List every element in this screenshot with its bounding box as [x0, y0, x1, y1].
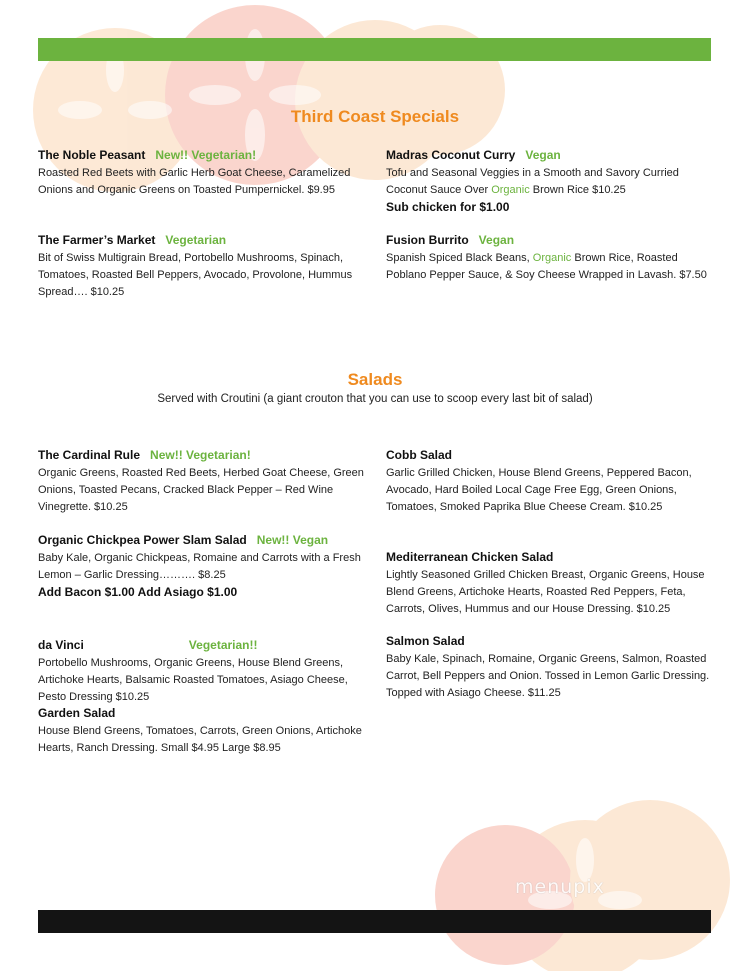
item-tag: New!! Vegetarian! [155, 148, 257, 162]
item-extra: Sub chicken for $1.00 [386, 200, 510, 214]
menu-item-garden-salad [38, 705, 368, 757]
item-name: The Noble Peasant [38, 148, 146, 162]
salads-subtitle: Served with Croutini (a giant crouton that you can use to scoop every last bit of salad) [157, 393, 593, 405]
item-description: House Blend Greens, Tomatoes, Carrots, Green Onions, Artichoke Hearts, Ranch Dressing. Small $4.95 Large $8.95 [38, 725, 362, 754]
salads-title: Salads [347, 370, 403, 389]
menupix-watermark: menupix [515, 876, 605, 898]
menu-item-da-vinci [38, 637, 368, 706]
item-description: Baby Kale, Spinach, Romaine, Organic Greens, Salmon, Roasted Carrot, Bell Peppers and Onion. Tossed in Lemon Garlic Dressing. Topped with Asiago Cheese. $11.25 [386, 653, 710, 699]
item-name: Mediterranean Chicken Salad [386, 550, 554, 564]
menu-item-mediterranean-chicken [386, 549, 716, 618]
item-description: Bit of Swiss Multigrain Bread, Portobello Mushrooms, Spinach, Tomatoes, Roasted Bell Peppers, Avocado, Provolone, Hummus Spread…. $10.25 [38, 252, 353, 298]
menu-item-madras-coconut-curry [386, 147, 716, 216]
item-description: Tofu and Seasonal Veggies in a Smooth and Savory Curried Coconut Sauce Over Organic Brown Rice $10.25 [386, 167, 679, 196]
menu-item-noble-peasant [38, 147, 368, 199]
item-name: The Cardinal Rule [38, 448, 141, 462]
item-tag: Vegan [478, 233, 515, 247]
menu-item-cobb-salad [386, 447, 716, 516]
item-name: Fusion Burrito [386, 233, 469, 247]
item-name: da Vinci [38, 638, 84, 652]
item-name: Cobb Salad [386, 448, 453, 462]
item-description: Baby Kale, Organic Chickpeas, Romaine and Carrots with a Fresh Lemon – Garlic Dressing………. $8.25 [38, 552, 361, 581]
item-name: Organic Chickpea Power Slam Salad [38, 533, 247, 547]
item-description: Roasted Red Beets with Garlic Herb Goat Cheese, Caramelized Onions and Organic Greens on Toasted Pumpernickel. $9.95 [38, 167, 351, 196]
menu-item-fusion-burrito [386, 232, 716, 284]
item-tag: Vegetarian [165, 233, 227, 247]
item-tag: New!! Vegetarian! [150, 448, 251, 462]
item-description: Organic Greens, Roasted Red Beets, Herbed Goat Cheese, Green Onions, Toasted Pecans, Cracked Black Pepper – Red Wine Vinegrette. $10.25 [38, 467, 364, 513]
bottom-black-bar [38, 910, 711, 933]
item-name: Garden Salad [38, 706, 116, 720]
top-green-bar [38, 38, 711, 61]
item-tag: Vegan [525, 148, 561, 162]
item-name: The Farmer’s Market [38, 233, 156, 247]
menu-item-salmon-salad [386, 633, 716, 702]
menu-item-farmers-market [38, 232, 368, 301]
menu-item-cardinal-rule [38, 447, 368, 516]
menu-item-chickpea-power-slam [38, 532, 368, 601]
item-tag: Vegetarian!! [188, 638, 258, 652]
item-tag: New!! Vegan [256, 533, 329, 547]
item-description: Lightly Seasoned Grilled Chicken Breast, Organic Greens, House Blend Greens, Artichoke Hearts, Roasted Red Peppers, Feta, Carrots, Olives, Hummus and our House Dressing. $10.25 [386, 569, 705, 615]
item-name: Salmon Salad [386, 634, 465, 648]
item-extra: Add Bacon $1.00 Add Asiago $1.00 [38, 585, 238, 599]
item-description: Spanish Spiced Black Beans, Organic Brown Rice, Roasted Poblano Pepper Sauce, & Soy Cheese Wrapped in Lavash. $7.50 [386, 252, 707, 281]
specials-title: Third Coast Specials [290, 107, 460, 126]
item-description: Garlic Grilled Chicken, House Blend Greens, Peppered Bacon, Avocado, Hard Boiled Local Cage Free Egg, Green Onions, Tomatoes, Smoked Paprika Blue Cheese Cream. $10.25 [386, 467, 692, 513]
item-description: Portobello Mushrooms, Organic Greens, House Blend Greens, Artichoke Hearts, Balsamic Roasted Tomatoes, Asiago Cheese, Pesto Dressing $10.25 [38, 657, 348, 703]
item-name: Madras Coconut Curry [386, 148, 516, 162]
